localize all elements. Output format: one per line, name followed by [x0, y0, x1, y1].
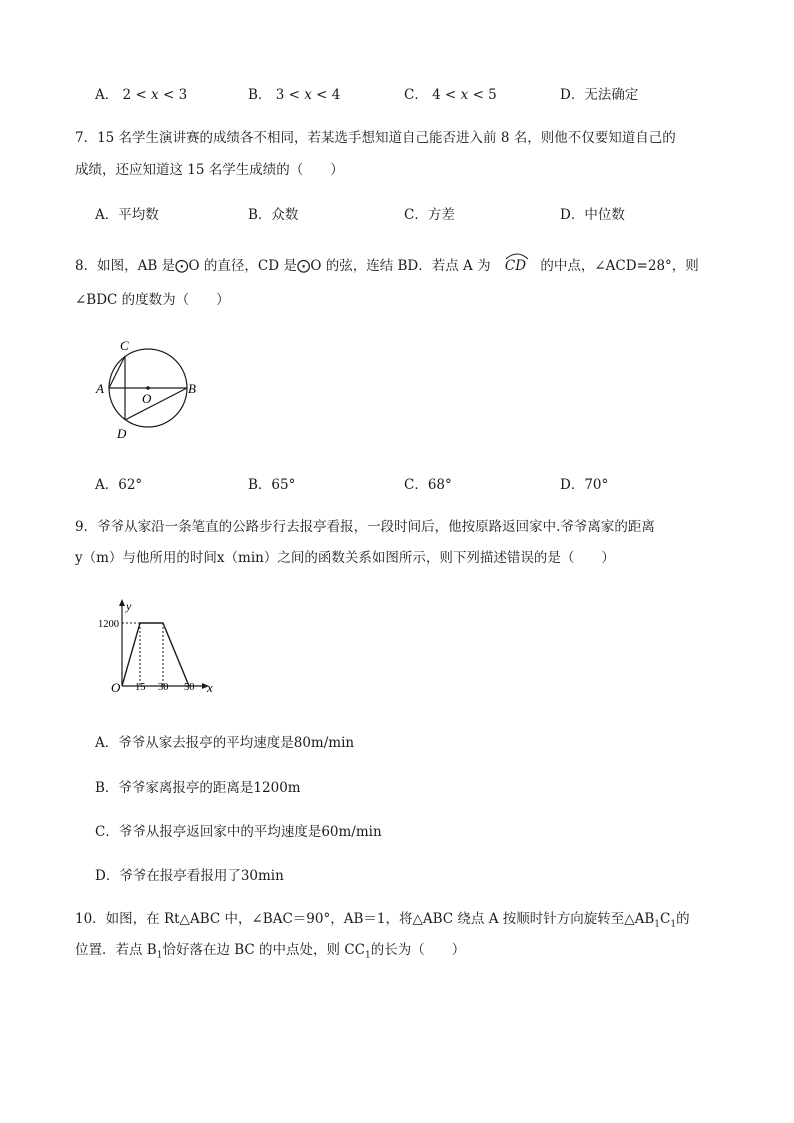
q9-option-c[interactable]: C．爷爷从报亭返回家中的平均速度是60m/min [95, 824, 382, 840]
x-tick-30: 30 [158, 682, 169, 693]
q10-stem-line1: 10．如图，在 Rt△ABC 中，∠BAC＝90°，AB＝1，将△ABC 绕点 A 按顺时针方向旋转至$\triangle AB_1C_1$的 [75, 911, 690, 930]
x-tick-50: 50 [184, 682, 195, 693]
q7-option-d[interactable]: D．中位数 [560, 207, 625, 223]
q6-option-d[interactable]: D．无法确定 [560, 87, 639, 103]
origin-label: O [111, 680, 121, 695]
label-d: D [117, 426, 127, 441]
q9-stem-line1: 9．爷爷从家沿一条笔直的公路步行去报亭看报，一段时间后，他按原路返回家中.爷爷离家的距离 [75, 519, 655, 535]
x-axis-label: x [207, 680, 213, 695]
x-tick-15: 15 [135, 682, 146, 693]
y-axis-arrow-icon [119, 599, 125, 606]
q10-stem-line2: 位置．若点 $B_1$恰好落在边 BC 的中点处，则 $CC_1$的长为（ ） [75, 942, 466, 961]
q8-stem-line2: ∠BDC 的度数为（ ） [75, 292, 230, 308]
q8-option-a[interactable]: A．62° [95, 477, 143, 493]
segment-bd [125, 388, 187, 420]
q8-circle-figure [90, 332, 210, 444]
q8-option-b[interactable]: B．65° [248, 477, 296, 493]
q8-option-c[interactable]: C．68° [404, 477, 452, 493]
arc-cd-notation: CD [505, 258, 526, 274]
center-point [146, 386, 150, 390]
y-axis-label: y [126, 599, 132, 613]
q8-stem-line1: 8．如图，AB 是⨀O 的直径，CD 是⨀O 的弦，连结 BD．若点 A 为 CD 的中点，∠ACD=28°，则 [75, 254, 699, 274]
segment-ca [109, 356, 125, 388]
label-b: B [188, 381, 196, 396]
q9-option-b[interactable]: B．爷爷家离报亭的距离是1200m [95, 780, 301, 796]
q7-option-c[interactable]: C．方差 [404, 207, 455, 223]
y-tick-1200: 1200 [98, 619, 119, 630]
q8-option-d[interactable]: D．70° [560, 477, 609, 493]
q9-stem-line2: y（m）与他所用的时间x（min）之间的函数关系如图所示，则下列描述错误的是（ ） [75, 550, 615, 566]
q9-distance-time-graph [82, 596, 232, 696]
function-graph [122, 623, 189, 686]
q7-option-b[interactable]: B．众数 [248, 207, 299, 223]
q7-stem-line1: 7．15 名学生演讲赛的成绩各不相同，若某选手想知道自己能否进入前 8 名，则他不仅要知道自己的 [75, 130, 676, 146]
q7-option-a[interactable]: A．平均数 [95, 207, 159, 223]
q6-option-a[interactable]: A． 2 < x < 3 [95, 87, 188, 103]
arc-symbol-icon [504, 252, 530, 260]
q7-stem-line2: 成绩，还应知道这 15 名学生成绩的（ ） [75, 162, 344, 178]
label-c: C [120, 338, 129, 353]
label-a: A [96, 381, 104, 396]
q9-option-d[interactable]: D．爷爷在报亭看报用了30min [95, 868, 284, 884]
label-o: O [142, 391, 152, 406]
q6-option-c[interactable]: C． 4 < x < 5 [404, 87, 497, 103]
q9-option-a[interactable]: A．爷爷从家去报亭的平均速度是80m/min [95, 735, 355, 751]
q6-option-b[interactable]: B． 3 < x < 4 [248, 87, 341, 103]
